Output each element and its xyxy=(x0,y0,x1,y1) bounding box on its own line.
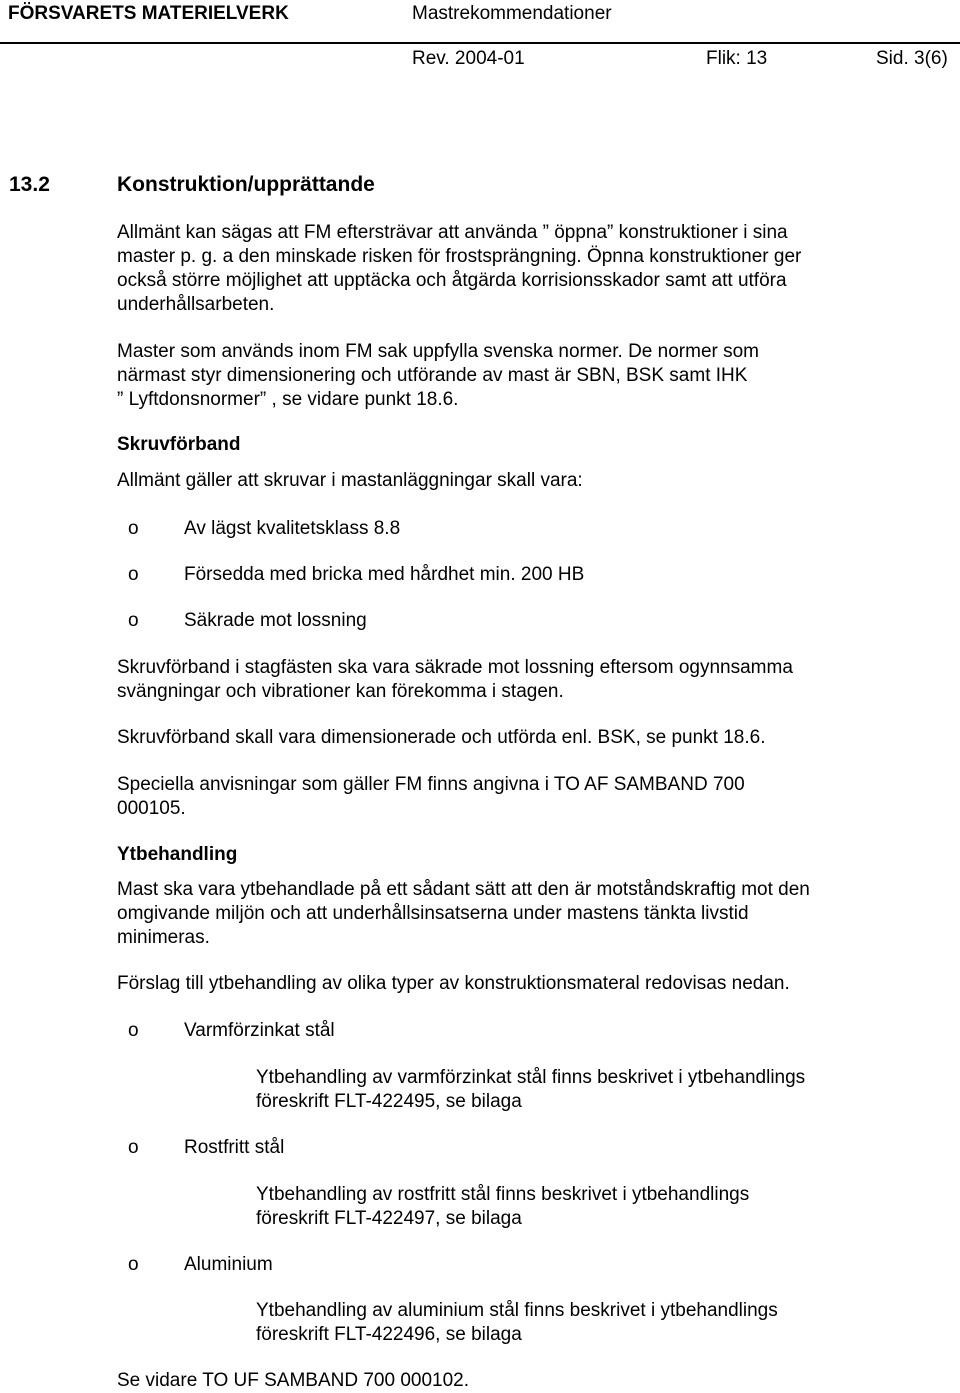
ytbe-heading: Ytbehandling xyxy=(117,844,238,865)
page-number: Sid. 3(6) xyxy=(876,48,948,69)
skruv-heading: Skruvförband xyxy=(117,434,241,455)
bullet-marker: o xyxy=(128,1137,139,1158)
skruv-para-line: svängningar och vibrationer kan förekomma i stagen. xyxy=(117,681,564,702)
section-title: Konstruktion/upprättande xyxy=(117,173,375,196)
para2-line: närmast styr dimensionering och utförande av mast är SBN, BSK samt IHK xyxy=(117,365,748,386)
document-title: Mastrekommendationer xyxy=(412,3,612,24)
para1-line: Allmänt kan sägas att FM eftersträvar att använda ” öppna” konstruktioner i sina xyxy=(117,222,788,243)
para1-line: master p. g. a den minskade risken för frostsprängning. Öpnna konstruktioner ger xyxy=(117,246,802,267)
ytbe-para: Förslag till ytbehandling av olika typer av konstruktionsmateral redovisas nedan. xyxy=(117,973,790,994)
footer-reference: Se vidare TO UF SAMBAND 700 000102. xyxy=(117,1370,470,1391)
material-desc-line: föreskrift FLT-422496, se bilaga xyxy=(256,1324,522,1345)
skruv-para: Skruvförband skall vara dimensionerade och utförda enl. BSK, se punkt 18.6. xyxy=(117,727,766,748)
ytbe-para-line: Mast ska vara ytbehandlade på ett sådant sätt att den är motståndskraftig mot den xyxy=(117,879,810,900)
list-item: Av lägst kvalitetsklass 8.8 xyxy=(184,518,401,539)
material-desc-line: föreskrift FLT-422497, se bilaga xyxy=(256,1208,522,1229)
para2-line: ” Lyftdonsnormer” , se vidare punkt 18.6. xyxy=(117,389,459,410)
section-number: 13.2 xyxy=(9,173,50,196)
skruv-para-line: 000105. xyxy=(117,798,186,819)
flik: Flik: 13 xyxy=(706,48,768,69)
material-desc-line: Ytbehandling av varmförzinkat stål finns beskrivet i ytbehandlings xyxy=(256,1067,806,1088)
skruv-intro: Allmänt gäller att skruvar i mastanläggningar skall vara: xyxy=(117,470,583,491)
ytbe-para-line: minimeras. xyxy=(117,927,210,948)
bullet-marker: o xyxy=(128,564,139,585)
header-rule xyxy=(0,42,960,44)
skruv-para-line: Skruvförband i stagfästen ska vara säkrade mot lossning eftersom ogynnsamma xyxy=(117,657,793,678)
bullet-marker: o xyxy=(128,610,139,631)
org-name: FÖRSVARETS MATERIELVERK xyxy=(8,3,289,24)
material-label: Rostfritt stål xyxy=(184,1137,285,1158)
revision: Rev. 2004-01 xyxy=(412,48,525,69)
bullet-marker: o xyxy=(128,518,139,539)
bullet-marker: o xyxy=(128,1254,139,1275)
list-item: Säkrade mot lossning xyxy=(184,610,367,631)
list-item: Försedda med bricka med hårdhet min. 200 HB xyxy=(184,564,585,585)
bullet-marker: o xyxy=(128,1020,139,1041)
ytbe-para-line: omgivande miljön och att underhållsinsatserna under mastens tänkta livstid xyxy=(117,903,749,924)
material-label: Varmförzinkat stål xyxy=(184,1020,335,1041)
para2-line: Master som används inom FM sak uppfylla svenska normer. De normer som xyxy=(117,341,760,362)
material-label: Aluminium xyxy=(184,1254,273,1275)
para1-line: också större möjlighet att upptäcka och åtgärda korrisionsskador samt att utföra xyxy=(117,270,787,291)
skruv-para-line: Speciella anvisningar som gäller FM finns angivna i TO AF SAMBAND 700 xyxy=(117,774,745,795)
material-desc-line: Ytbehandling av rostfritt stål finns beskrivet i ytbehandlings xyxy=(256,1184,750,1205)
material-desc-line: Ytbehandling av aluminium stål finns beskrivet i ytbehandlings xyxy=(256,1300,778,1321)
material-desc-line: föreskrift FLT-422495, se bilaga xyxy=(256,1091,522,1112)
para1-line: underhållsarbeten. xyxy=(117,294,275,315)
